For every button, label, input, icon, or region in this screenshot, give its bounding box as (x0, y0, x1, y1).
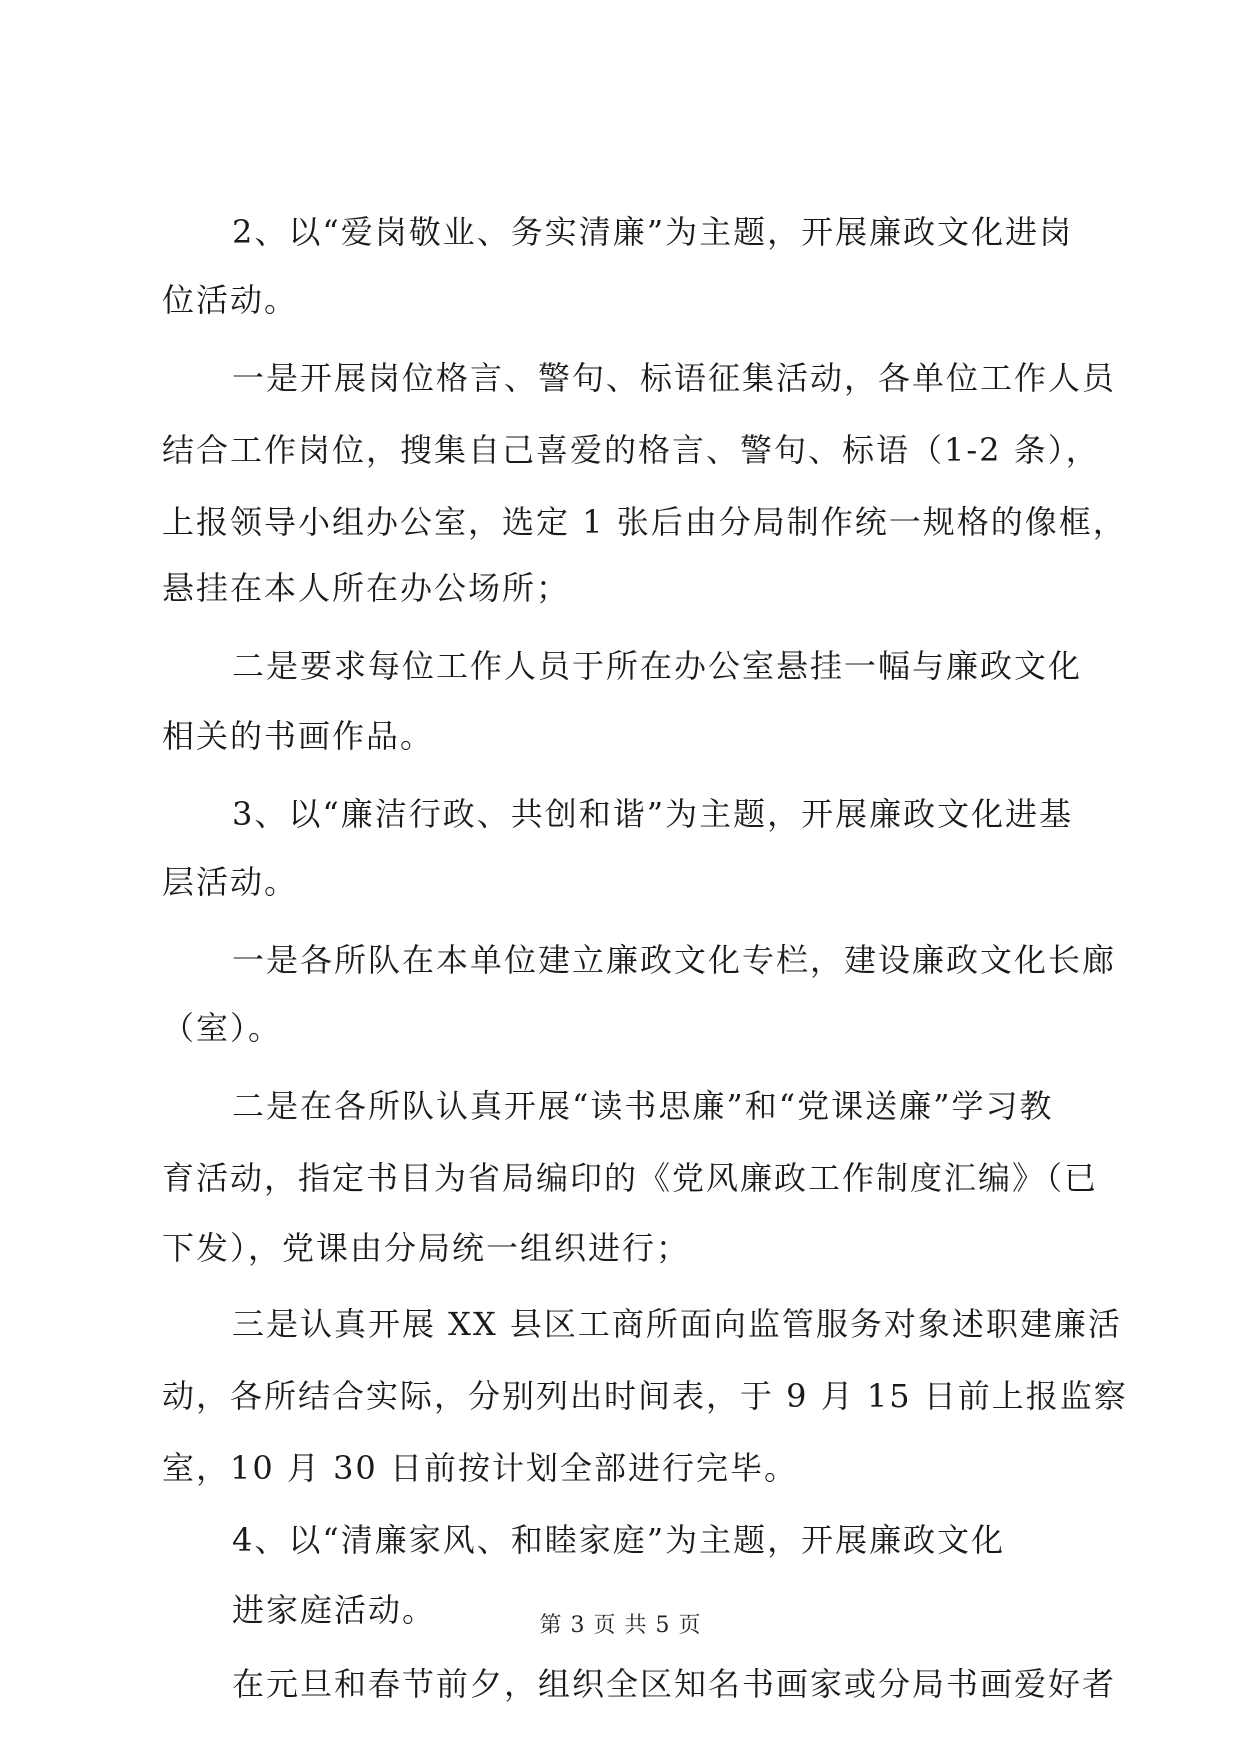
text-line: 层活动。 (162, 863, 299, 901)
text-line: 育活动，指定书目为省局编印的《党风廉政工作制度汇编》（已 (162, 1159, 1099, 1197)
text-line: 三是认真开展 XX 县区工商所面向监管服务对象述职建廉活 (232, 1305, 1122, 1343)
text-line: 一是各所队在本单位建立廉政文化专栏，建设廉政文化长廊 (232, 941, 1117, 979)
text-line: 位活动。 (162, 281, 299, 319)
text-line: 悬挂在本人所在办公场所； (162, 569, 571, 607)
text-line: 相关的书画作品。 (162, 717, 435, 755)
text-line: 3、以“廉洁行政、共创和谐”为主题，开展廉政文化进基 (232, 795, 1074, 833)
text-line: 一是开展岗位格言、警句、标语征集活动，各单位工作人员 (232, 359, 1117, 397)
text-line: 结合工作岗位，搜集自己喜爱的格言、警句、标语（1-2 条）， (162, 431, 1100, 469)
text-line: 二是在各所队认真开展“读书思廉”和“党课送廉”学习教 (232, 1087, 1054, 1125)
text-line: 4、以“清廉家风、和睦家庭”为主题，开展廉政文化 (232, 1521, 1006, 1559)
text-line: （室）。 (162, 1009, 283, 1047)
page-footer: 第 3 页 共 5 页 (539, 1613, 702, 1638)
text-line: 在元旦和春节前夕，组织全区知名书画家或分局书画爱好者 (232, 1665, 1117, 1703)
text-line: 进家庭活动。 (232, 1591, 437, 1629)
text-line: 上报领导小组办公室，选定 1 张后由分局制作统一规格的像框， (162, 503, 1127, 541)
text-line: 下发），党课由分局统一组织进行； (162, 1229, 691, 1267)
text-line: 室，10 月 30 日前按计划全部进行完毕。 (162, 1449, 798, 1487)
text-line: 二是要求每位工作人员于所在办公室悬挂一幅与廉政文化 (232, 647, 1083, 685)
text-line: 2、以“爱岗敬业、务实清廉”为主题，开展廉政文化进岗 (232, 213, 1074, 251)
text-line: 动，各所结合实际，分别列出时间表，于 9 月 15 日前上报监察 (162, 1377, 1128, 1415)
